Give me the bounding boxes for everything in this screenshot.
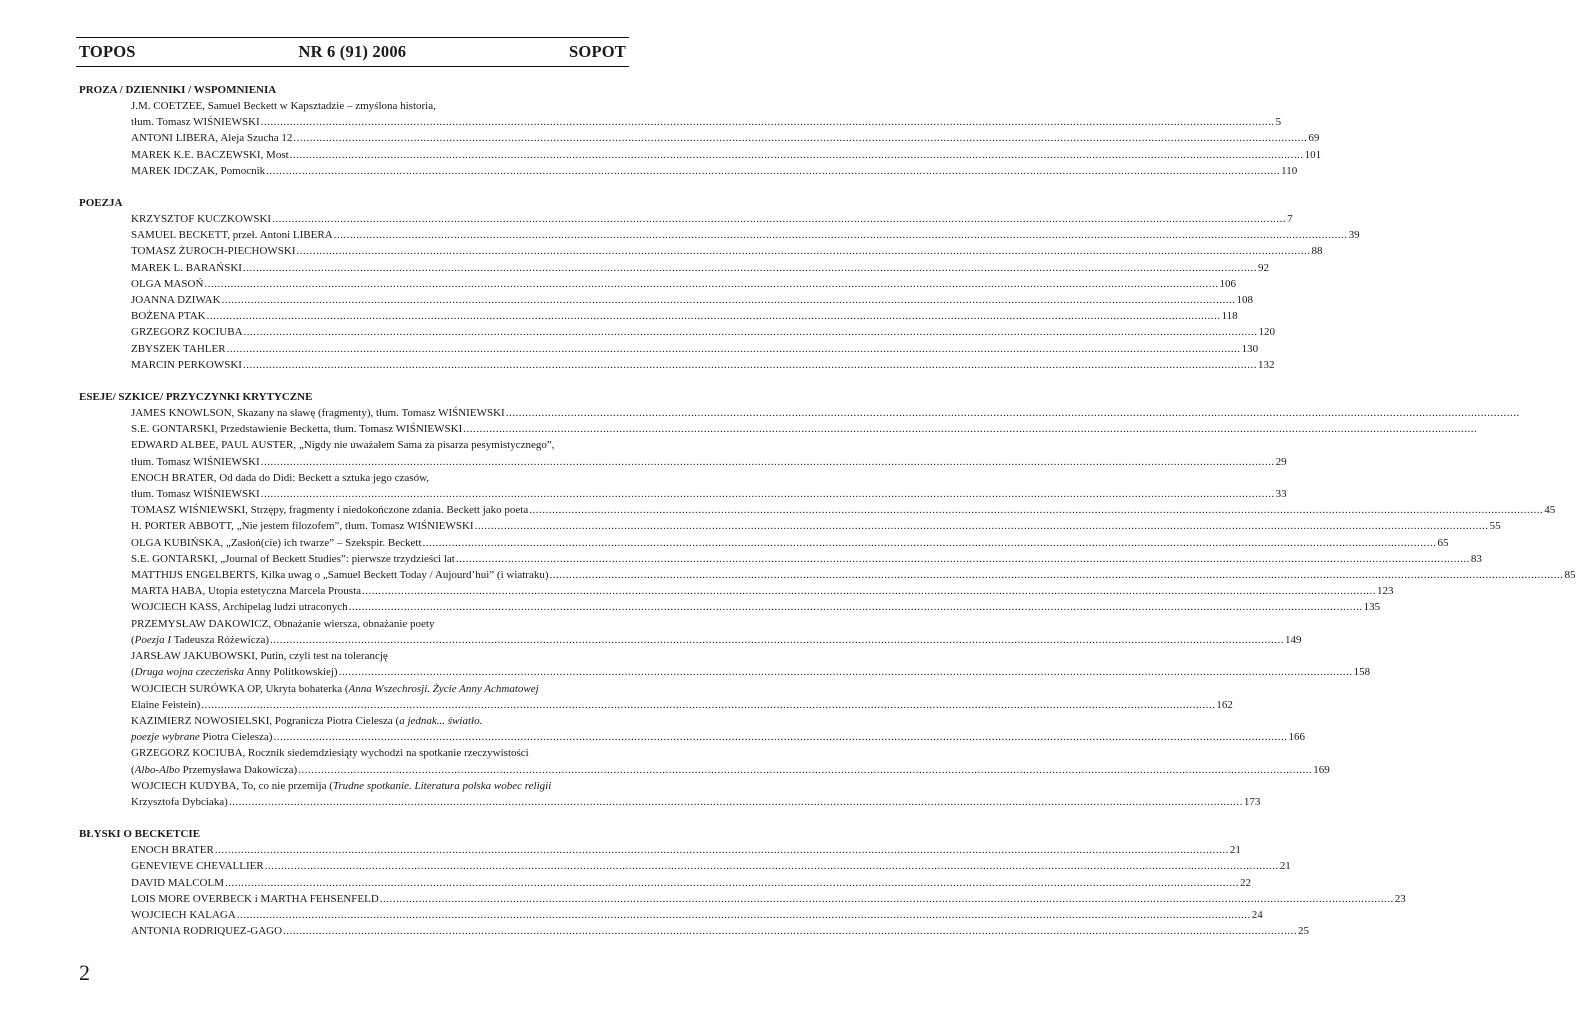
dot-leader [422,535,1438,551]
toc-section [79,82,1322,179]
toc-entry [131,147,1322,163]
dot-leader [282,923,1298,939]
entry-line [131,616,625,632]
page-ref: 83 [1470,552,1482,565]
entry-text-part: ( [131,666,135,679]
entry-text-italic: Poezja I [134,633,172,646]
entry-text: MAREK L. BARAŃSKI [131,261,242,274]
entry-text [131,715,482,727]
entry-text: ENOCH BRATER, Od dada do Didi: Beckett a sztuka jego czasów, [131,471,430,484]
page-ref: 120 [1258,326,1276,339]
toc-entry [131,421,625,437]
dot-leader [260,454,1276,470]
toc-entry [131,243,1323,259]
dot-leader [297,762,1313,778]
dot-leader [272,729,1288,745]
entry-line [131,762,1330,778]
entry-line [131,599,1381,615]
entry-line [131,713,625,729]
dot-leader [221,292,1237,308]
page-ref: 23 [1394,892,1406,905]
toc-entry [131,437,1287,469]
entry-text: TOMASZ WIŚNIEWSKI, Strzępy, fragmenty i niedokończone zdania. Beckett jako poeta [131,504,529,517]
page-ref: 65 [1437,536,1449,549]
entry-line [131,147,1322,163]
section-title: PROZA / DZIENNIKI / WSPOMNIENIA [79,84,277,96]
entry-line [131,308,1238,324]
entry-text-italic: Albo-Albo [134,763,180,776]
toc-entry [131,357,1275,373]
toc-entry [131,163,1298,179]
issue-number: NR 6 (91) 2006 [298,42,407,61]
entry-text: LOIS MORE OVERBECK i MARTHA FEHSENFELD [131,892,379,905]
dot-leader [348,599,1364,615]
entry-line [131,454,1287,470]
toc-entry [131,324,1276,340]
dot-leader [528,502,1544,518]
entry-text: ANTONIA RODRIQUEZ-GAGO [131,925,283,938]
dot-leader [243,324,1259,340]
page-ref: 45 [1544,504,1556,517]
toc-entry [131,535,1449,551]
toc-entry [131,745,1330,777]
page-ref: 149 [1285,633,1302,646]
entry-text: OLGA MASOŃ [131,277,204,290]
toc-entry [131,907,1263,923]
page-ref: 21 [1229,844,1241,857]
entry-line [131,470,625,486]
entry-text [131,780,551,792]
entry-line [131,324,1276,340]
entry-line [131,858,1291,874]
dot-leader [226,341,1242,357]
entry-text: ENOCH BRATER [131,844,214,857]
toc-entry [131,551,1482,567]
entry-text-italic: Druga wojna czeczeńska [134,666,245,679]
page-ref: 108 [1236,294,1254,307]
dot-leader [292,130,1308,146]
toc-entry [131,778,1261,810]
dot-leader [206,308,1222,324]
entry-text [131,729,272,745]
entry-line [131,745,625,761]
dot-leader [333,227,1349,243]
page-ref: 25 [1298,925,1310,938]
toc-entry [131,518,1501,534]
entry-text: TOMASZ ŻUROCH-PIECHOWSKI [131,245,296,258]
entry-line [131,551,1482,567]
entry-text: SAMUEL BECKETT, przeł. Antoni LIBERA [131,229,333,242]
entry-text: OLGA KUBIŃSKA, „Zasłoń(cie) ich twarze” – Szekspir. Beckett [131,536,422,549]
entry-text-part: Tadeusza Różewicza) [171,633,270,646]
entry-line [131,681,625,697]
header-bottom-rule [76,66,629,67]
page-ref: 169 [1313,763,1330,776]
toc-entry [131,616,1302,648]
entry-line [131,794,1261,810]
entry-line [131,923,1310,939]
entry-text: S.E. GONTARSKI, Przedstawienie Becketta, tłum. Tomasz WIŚNIEWSKI [131,423,463,436]
toc-entry [131,502,1556,518]
toc-entry [131,292,1254,308]
page-ref: 55 [1489,520,1501,533]
page-ref: 158 [1353,666,1371,679]
dot-leader [224,875,1240,891]
toc-entry [131,308,1238,324]
entry-line [131,437,625,453]
entry-line [131,842,1241,858]
entry-line [131,567,1576,583]
toc-entry [131,875,1251,891]
page-ref: 106 [1219,277,1236,290]
dot-leader [242,260,1258,276]
toc-entry [131,405,625,421]
entry-line [131,778,625,794]
entry-text-part: KAZIMIERZ NOWOSIELSKI, Pogranicza Piotra Cielesza ( [131,714,400,727]
entry-text [131,632,269,648]
toc-entry [131,567,1576,583]
toc-entry [131,130,1320,146]
entry-text: Krzysztofa Dybciaka) [131,795,228,808]
entry-line [131,260,1269,276]
entry-line [131,421,625,437]
dot-leader [455,551,1471,567]
entry-text: J.M. COETZEE, Samuel Beckett w Kapsztadzie – zmyślona historia, [131,100,436,112]
page-ref: 173 [1243,795,1261,808]
entry-line [131,875,1251,891]
toc-entry [131,648,1371,680]
entry-line [131,518,1501,534]
dot-leader [264,858,1280,874]
dot-leader [271,211,1287,227]
entry-line [131,211,1293,227]
entry-line [131,648,625,664]
page-ref: 5 [1275,116,1282,129]
entry-text: GRZEGORZ KOCIUBA, Rocznik siedemdziesiąty wychodzi na spotkanie rzeczywistości [131,747,529,760]
entry-text: H. PORTER ABBOTT, „Nie jestem filozofem”, tłum. Tomasz WIŚNIEWSKI [131,520,474,533]
page-ref: 110 [1281,164,1298,177]
entry-text: JOANNA DZIWAK [131,294,221,307]
dot-leader [462,421,1478,437]
entry-text-part: ( [131,633,135,646]
page-ref: 85 [1564,569,1576,582]
entry-line [131,357,1275,373]
entry-line [131,114,1282,130]
section-title: POEZJA [79,197,123,210]
toc-entry [131,891,1406,907]
page-ref: 101 [1304,148,1322,161]
section-title: BŁYSKI O BECKETCIE [79,828,201,841]
entry-text: MARCIN PERKOWSKI [131,358,242,371]
dot-leader [242,357,1258,373]
toc-entry [131,276,1236,292]
entry-line [131,98,625,114]
entry-text: WOJCIECH KASS, Archipelag ludzi utraconych [131,601,348,614]
entry-text-part: Anny Politkowskiej) [244,666,338,679]
entry-text [131,683,539,695]
entry-line [131,891,1406,907]
dot-leader [265,163,1281,179]
page-ref: 22 [1240,876,1251,889]
entry-text: GENEVIEVE CHEVALLIER [131,860,264,873]
page-ref: 29 [1275,455,1287,468]
entry-line [131,243,1323,259]
entry-line [131,583,1394,599]
entry-text-part: WOJCIECH SURÓWKA OP, Ukryta bohaterka ( [131,682,349,695]
dot-leader [338,664,1354,680]
page-ref: 33 [1275,488,1287,501]
toc-entry [131,470,1287,502]
entry-text: EDWARD ALBEE, PAUL AUSTER, „Nigdy nie uważałem Sama za pisarza pesymistycznego”, [131,439,555,452]
toc-entry [131,681,1233,713]
entry-text-italic: Anna Wszechrosji. Życie Anny Achmatowej [348,682,539,695]
entry-line [131,276,1236,292]
entry-text-italic: a jednak... światło. [399,714,483,727]
toc-section [79,389,1576,810]
page-ref: 7 [1287,213,1293,226]
page-ref: 88 [1311,245,1323,258]
entry-line [131,535,1449,551]
page-ref: 123 [1377,585,1394,598]
entry-text: MARTA HABA, Utopia estetyczna Marcela Prousta [131,585,362,598]
dot-leader [379,891,1395,907]
entry-text: GRZEGORZ KOCIUBA [131,326,243,339]
page-ref: 39 [1348,229,1360,242]
page-ref: 130 [1241,342,1259,355]
entry-text: S.E. GONTARSKI, „Journal of Beckett Studies”: pierwsze trzydzieści lat [131,552,455,565]
entry-text: DAVID MALCOLM [131,876,224,889]
entry-text: WOJCIECH KALAGA [131,908,236,921]
entry-text-part: ( [131,763,135,776]
entry-text: JAMES KNOWLSON, Skazany na sławę (fragmenty), tłum. Tomasz WIŚNIEWSKI [131,407,505,420]
header-top-rule [76,37,629,38]
dot-leader [549,567,1565,583]
entry-text: PRZEMYSŁAW DAKOWICZ, Obnażanie wiersza, obnażanie poety [131,617,435,630]
dot-leader [228,794,1244,810]
entry-text: tłum. Tomasz WIŚNIEWSKI [131,455,260,468]
entry-text-part: WOJCIECH KUDYBA, To, co nie przemija ( [131,779,333,792]
entry-line [131,664,1371,680]
page-ref: 92 [1257,261,1269,274]
dot-leader [289,147,1305,163]
page-ref: 21 [1279,860,1291,873]
toc-entry [131,583,1394,599]
entry-line [131,130,1320,146]
page-ref: 118 [1221,310,1238,323]
entry-line [131,697,1233,713]
toc-section [79,195,1360,373]
entry-text: ZBYSZEK TAHLER [131,342,226,355]
toc-entry [131,713,1305,745]
dot-leader [505,405,1521,421]
entry-line [131,341,1259,357]
entry-line [131,405,625,421]
toc-entry [131,211,1293,227]
entry-line [131,729,1305,745]
toc-entry [131,227,1360,243]
journal-name: TOPOS [79,42,136,61]
page-ref: 135 [1363,601,1381,614]
entry-text-part: Piotra Cielesza) [199,731,273,744]
entry-text [131,762,297,778]
entry-line [131,502,1556,518]
toc-entry [131,341,1259,357]
page-number: 2 [79,960,90,985]
dot-leader [236,907,1252,923]
dot-leader [269,632,1285,648]
dot-leader [361,583,1377,599]
entry-text: MATTHIJS ENGELBERTS, Kilka uwag o „Samuel Beckett Today / Aujourd’hui” (i wiatraku) [131,569,549,582]
table-of-contents [79,82,1576,955]
entry-line [131,227,1360,243]
journal-city: SOPOT [569,42,626,61]
page-ref: 24 [1251,908,1263,921]
dot-leader [474,518,1490,534]
entry-text: MAREK IDCZAK, Pomocnik [131,164,266,177]
dot-leader [296,243,1312,259]
dot-leader [200,697,1216,713]
dot-leader [203,276,1219,292]
entry-text-italic: poezje wybrane [131,731,200,744]
page-ref: 132 [1257,358,1275,371]
entry-text: BOŻENA PTAK [131,310,206,323]
toc-entry [131,260,1269,276]
entry-text: ANTONI LIBERA, Aleja Szucha 12 [131,132,293,145]
entry-line [131,632,1302,648]
section-title: ESEJE/ SZKICE/ PRZYCZYNKI KRYTYCZNE [79,391,313,404]
entry-text: Elaine Feistein) [131,698,201,711]
entry-text: tłum. Tomasz WIŚNIEWSKI [131,488,260,501]
entry-line [131,163,1298,179]
entry-text [131,664,338,680]
entry-line [131,292,1254,308]
toc-entry [131,842,1241,858]
entry-text: KRZYSZTOF KUCZKOWSKI [131,213,272,226]
running-header [79,40,626,64]
entry-text-italic: Trudne spotkanie. Literatura polska wobec religii [332,779,552,792]
toc-entry [131,98,1282,130]
toc-section [79,826,1406,939]
entry-line [131,486,1287,502]
toc-entry [131,599,1381,615]
entry-text: tłum. Tomasz WIŚNIEWSKI [131,116,260,129]
page-ref: 166 [1288,731,1305,744]
dot-leader [260,486,1276,502]
dot-leader [260,114,1276,130]
page-ref: 69 [1308,132,1320,145]
entry-line [131,907,1263,923]
toc-entry [131,858,1291,874]
entry-text: MAREK K.E. BACZEWSKI, Most [131,148,289,161]
dot-leader [214,842,1230,858]
entry-text-part: Przemysława Dakowicza) [179,763,298,776]
page-ref: 162 [1216,698,1233,711]
entry-text: JARSŁAW JAKUBOWSKI, Putin, czyli test na tolerancję [131,650,388,663]
toc-entry [131,923,1310,939]
